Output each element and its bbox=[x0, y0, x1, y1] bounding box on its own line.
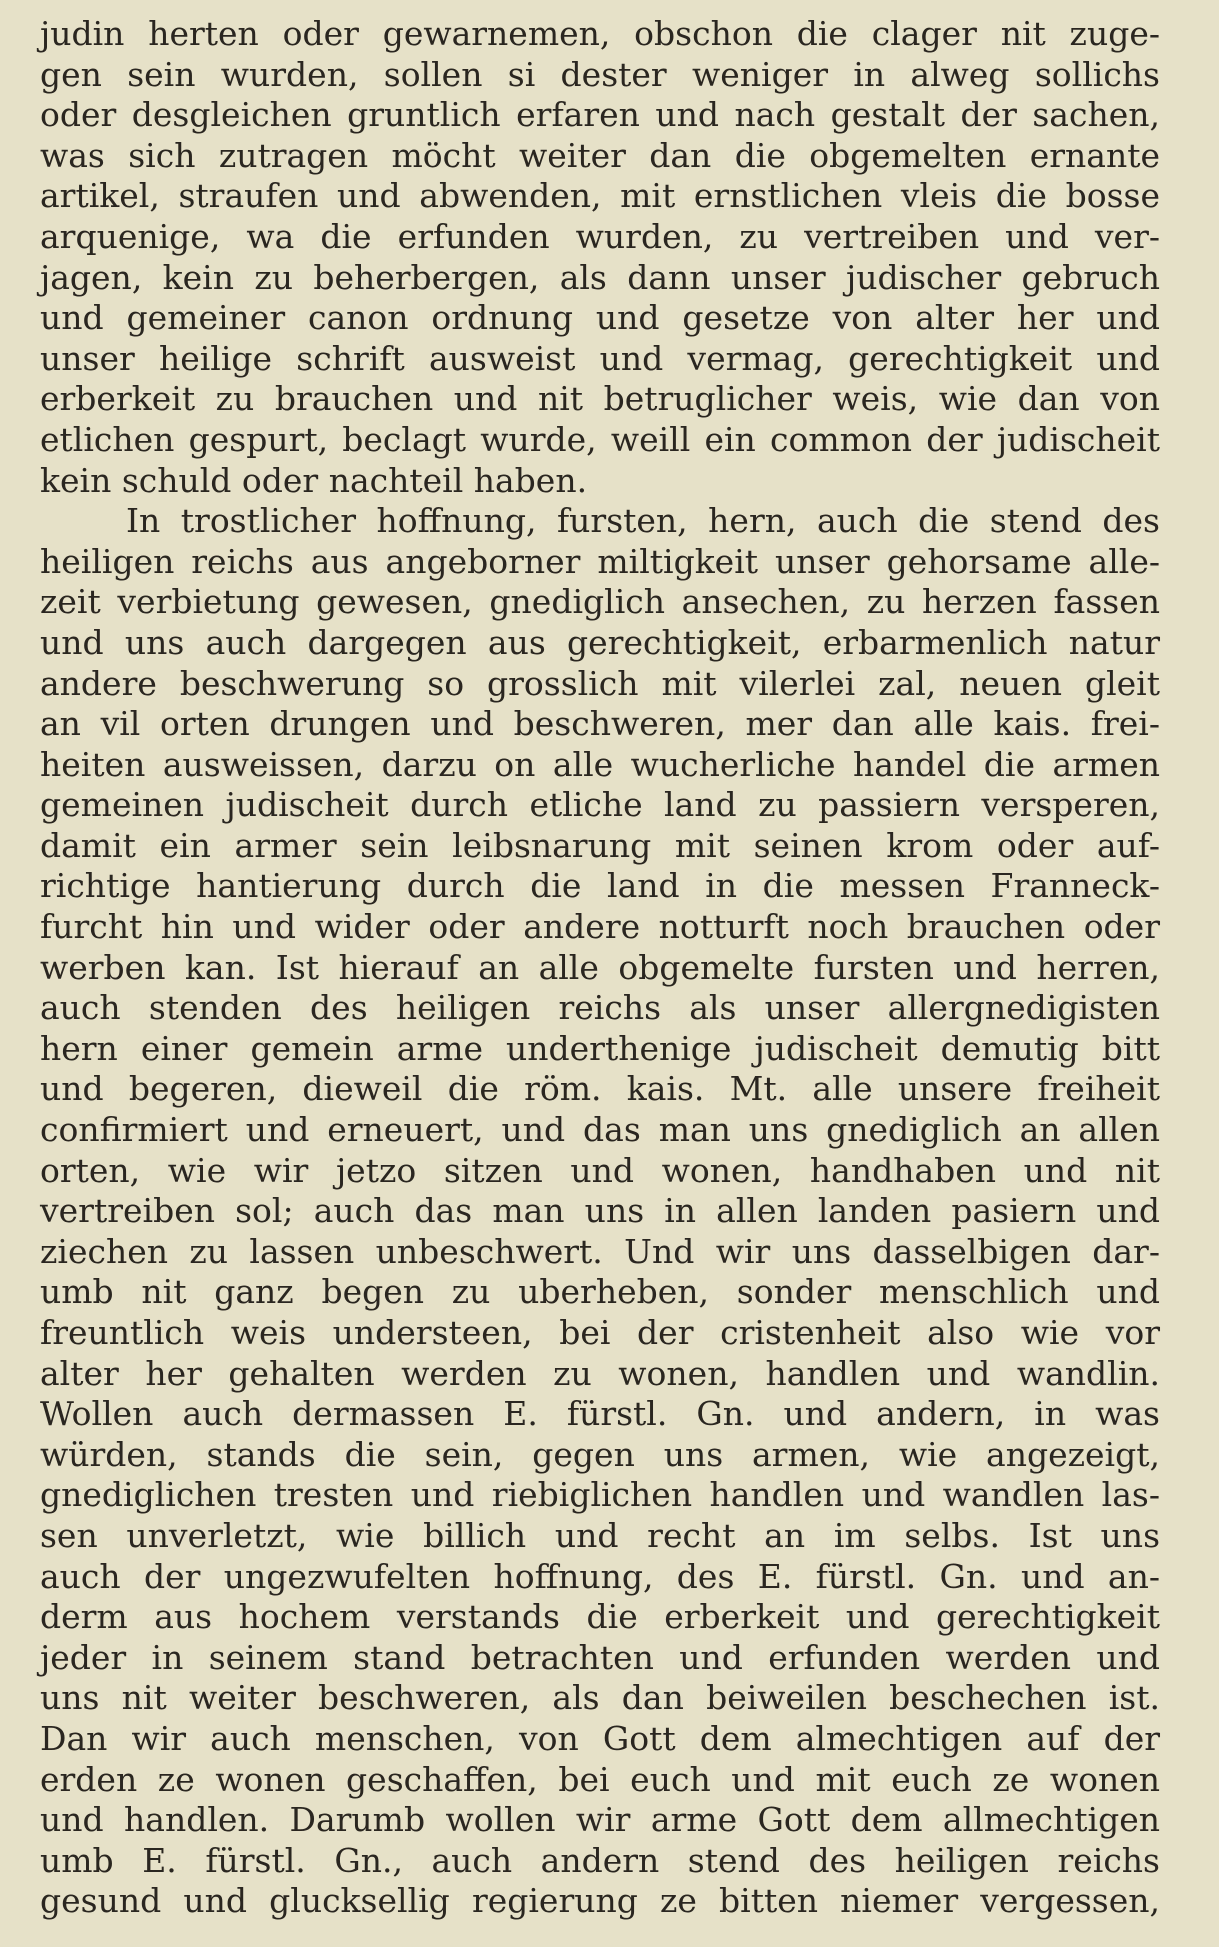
text-line: jagen, kein zu beherbergen, als dann unser judischer gebruch bbox=[40, 257, 1160, 297]
text-line: sen unverletzt, wie billich und recht an im selbs. Ist uns bbox=[40, 1515, 1160, 1555]
text-line: richtige hantierung durch die land in die messen Franneck- bbox=[40, 866, 1160, 906]
text-line: heiligen reichs aus angeborner miltigkeit unser gehorsame alle- bbox=[40, 541, 1160, 581]
paragraph-end-line: kein schuld oder nachteil haben. bbox=[40, 460, 588, 500]
text-line: Wollen auch dermassen E. fürstl. Gn. und andern, in was bbox=[40, 1394, 1160, 1434]
text-line: erberkeit zu brauchen und nit betruglicher weis, wie dan von bbox=[40, 379, 1160, 419]
text-line: gnediglichen tresten und riebiglichen handlen und wandlen las- bbox=[40, 1475, 1160, 1515]
text-line: erden ze wonen geschaffen, bei euch und mit euch ze wonen bbox=[40, 1759, 1160, 1799]
text-line: und uns auch dargegen aus gerechtigkeit, erbarmenlich natur bbox=[40, 622, 1160, 662]
text-line: furcht hin und wider oder andere notturft noch brauchen oder bbox=[40, 907, 1160, 947]
text-line: hern einer gemein arme underthenige judischeit demutig bitt bbox=[40, 1028, 1160, 1068]
text-line: an vil orten drungen und beschweren, mer dan alle kais. frei- bbox=[40, 704, 1160, 744]
text-line: unser heilige schrift ausweist und vermag, gerechtigkeit und bbox=[40, 338, 1160, 378]
text-line: zeit verbietung gewesen, gnediglich ansechen, zu herzen fassen bbox=[40, 582, 1160, 622]
text-line: etlichen gespurt, beclagt wurde, weill ein common der judischeit bbox=[40, 419, 1160, 459]
text-line: und handlen. Darumb wollen wir arme Gott dem allmechtigen bbox=[40, 1800, 1160, 1840]
text-line: umb E. fürstl. Gn., auch andern stend des heiligen reichs bbox=[40, 1840, 1160, 1880]
text-line: andere beschwerung so grosslich mit vilerlei zal, neuen gleit bbox=[40, 663, 1160, 703]
text-line: artikel, straufen und abwenden, mit ernstlichen vleis die bosse bbox=[40, 176, 1160, 216]
text-line: gemeinen judischeit durch etliche land zu passiern versperen, bbox=[40, 785, 1160, 825]
text-line: ziechen zu lassen unbeschwert. Und wir uns dasselbigen dar- bbox=[40, 1231, 1160, 1271]
text-line: und gemeiner canon ordnung und gesetze von alter her und bbox=[40, 298, 1160, 338]
text-line: auch der ungezwufelten hoffnung, des E. fürstl. Gn. und an- bbox=[40, 1556, 1160, 1596]
text-line: umb nit ganz begen zu uberheben, sonder menschlich und bbox=[40, 1272, 1160, 1312]
text-line: orten, wie wir jetzo sitzen und wonen, handhaben und nit bbox=[40, 1150, 1160, 1190]
text-line: gesund und glucksellig regierung ze bitten niemer vergessen, bbox=[40, 1881, 1160, 1921]
text-line: und begeren, dieweil die röm. kais. Mt. alle unsere freiheit bbox=[40, 1069, 1160, 1109]
paragraph-start-line: In trostlicher hoffnung, fursten, hern, auch die stend des bbox=[126, 501, 1160, 541]
text-line: arquenige, wa die erfunden wurden, zu vertreiben und ver- bbox=[40, 216, 1160, 256]
text-line: vertreiben sol; auch das man uns in allen landen pasiern und bbox=[40, 1191, 1160, 1231]
body-text bbox=[40, 14, 1160, 1922]
text-line: freuntlich weis understeen, bei der cristenheit also wie vor bbox=[40, 1313, 1160, 1352]
text-line: alter her gehalten werden zu wonen, handlen und wandlin. bbox=[40, 1353, 1160, 1393]
text-line: confirmiert und erneuert, und das man uns gnediglich an allen bbox=[40, 1110, 1160, 1150]
text-line: judin herten oder gewarnemen, obschon die clager nit zuge- bbox=[40, 14, 1160, 53]
text-line: damit ein armer sein leibsnarung mit seinen krom oder auf- bbox=[40, 825, 1160, 865]
text-line: heiten ausweissen, darzu on alle wucherliche handel die armen bbox=[40, 744, 1160, 784]
text-line: auch stenden des heiligen reichs als unser allergnedigisten bbox=[40, 988, 1160, 1028]
text-line: oder desgleichen gruntlich erfaren und nach gestalt der sachen, bbox=[40, 95, 1160, 135]
text-line: Dan wir auch menschen, von Gott dem almechtigen auf der bbox=[40, 1718, 1160, 1758]
text-line: derm aus hochem verstands die erberkeit und gerechtigkeit bbox=[40, 1597, 1160, 1637]
text-line: gen sein wurden, sollen si dester weniger in alweg sollichs bbox=[40, 54, 1160, 94]
text-line: uns nit weiter beschweren, als dan beiweilen beschechen ist. bbox=[40, 1678, 1160, 1718]
text-line: jeder in seinem stand betrachten und erfunden werden und bbox=[40, 1637, 1160, 1677]
text-line: werben kan. Ist hierauf an alle obgemelte fursten und herren, bbox=[40, 947, 1160, 987]
text-line: was sich zutragen möcht weiter dan die obgemelten ernante bbox=[40, 135, 1160, 175]
text-line: würden, stands die sein, gegen uns armen, wie angezeigt, bbox=[40, 1434, 1160, 1474]
